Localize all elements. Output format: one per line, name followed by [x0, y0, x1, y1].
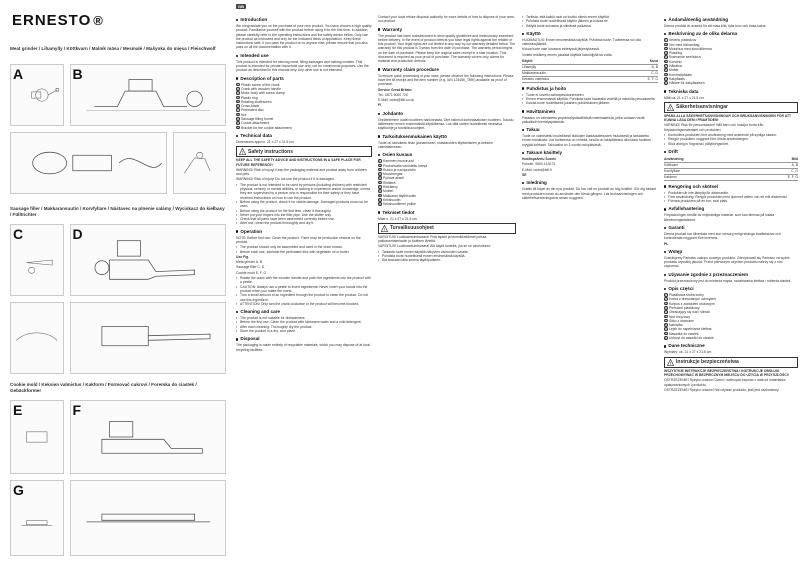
section-heading: Puhdistus ja hoito — [522, 86, 658, 92]
section-heading: Beskrivning av de olika delarna — [664, 31, 798, 37]
text-column-2 — [378, 14, 516, 562]
list-item: ▪ The product should only be assembled and used in the order shown. — [236, 245, 372, 249]
list-item: ▪ Puhdista tuote huolellisesti käytön jälkeen ja kuivaa se. — [522, 19, 658, 23]
use-fig-heading: Use Fig. — [236, 254, 250, 259]
list-item: ▪ Stick aldrig in fingrarna i påfyllningsröret. — [664, 142, 798, 146]
section-heading: Operation — [236, 229, 372, 235]
caption-meat-grinder: Meat grinder / Lihamylly / Köttkvarn / Malník mäsa / Mesmalé / Mašynka do mięsa / Fleischwolf — [10, 46, 216, 51]
paragraph: The product has been manufactured to strict quality guidelines and meticulously examined before delivery. In the event of product defects you have legal rights against the retailer of this product. Your legal rights are not limited in any way by our warranty detailed below. The warranty for this product is 3 years from the date of purchase. The warranty period begins on the date of purchase. Please keep the original sales receipt in a safe location. This document is required as your proof of purchase. The warranty covers only claims for material and production defects. — [378, 33, 516, 64]
paragraph: HUOMAUTUS: Ennen ensimmäistä käyttöä: Puhdista tuote. Tuotteessa voi olla valmistusjäämiä. — [522, 37, 641, 47]
table-cell: Köttkvarn — [664, 162, 752, 168]
figure-letter: A — [13, 66, 24, 82]
table-cell: E, F, G — [752, 174, 798, 180]
list-item: 5 Pyörivä akseli — [379, 176, 404, 181]
table-cell: Makkaransuutin — [522, 70, 620, 76]
svg-text:!: ! — [669, 105, 672, 111]
paragraph: Wymiary: ok. 21 x 27 x 21,5 cm — [664, 350, 712, 355]
list-item: 3 Runko ja ruuvipuristin — [379, 167, 416, 172]
list-item: 5 Rotating shaft/screw — [237, 99, 272, 104]
svg-text:!: ! — [669, 360, 672, 366]
usage-table-se — [664, 157, 798, 181]
parts-list — [236, 83, 372, 130]
figure-row-sausage-filler — [10, 224, 226, 296]
section-heading: Intended use — [236, 53, 372, 59]
list-item: 4 Pierścień plastikowy — [665, 305, 700, 310]
cookie-result-drawing — [11, 481, 63, 555]
list-item: 11 Hållare för kakpåsatsen — [665, 81, 705, 86]
sausage-filler-assembly-drawing — [71, 225, 226, 295]
language-badge-pl: PL — [664, 241, 669, 246]
registered-mark: ® — [93, 13, 104, 28]
section-heading: Disposal — [236, 336, 372, 342]
section-heading: Wstęp — [664, 249, 798, 255]
list-item: ▪ Kontrollera produkten före användning med avseende på synliga skador. — [664, 133, 798, 137]
paragraph: This product is intended for mincing meat, filling sausages and making cookies. This product is intended for private household use only, not for commercial purposes. Use the product as described in this manual only. Any other use is not intended. — [236, 59, 369, 73]
service-phone-fi: Puhelin: 0800 413073 — [522, 162, 555, 167]
paragraph: Gratulujemy Państwu zakupu nowego produktu. Zdecydowali się Państwo na wybór produktu wysokiej jakości. Przed pierwszym użyciem produktu należy się z nim zapoznać. — [664, 255, 790, 269]
paragraph: Voitele reikälevy ennen jokaista käyttöä kasviöljyllä tai voilla. — [522, 52, 613, 57]
figure-b — [70, 64, 227, 126]
paragraph: Denna produkt har tillverkats med stor omsorg enligt stränga kvalitetskrav och kontrollerats noggrant före leverans. — [664, 231, 781, 241]
list-item: 11 Uchwyt do nasadki do ciastek — [665, 336, 714, 341]
figure-letter: G — [13, 482, 24, 498]
service-label-fi: Huoltopalvelu Suomi — [522, 157, 556, 162]
safety-intro: KEEP ALL THE SAFETY ADVICE AND INSTRUCTIONS IN A SAFE PLACE FOR FUTURE REFERENCE! — [236, 158, 361, 167]
language-badge-fi: FI — [378, 103, 382, 108]
section-heading: Dane techniczne — [664, 343, 798, 349]
list-item: 9 Korvtrattpåsats — [665, 72, 692, 77]
list-item: 7 Hålskiva — [665, 64, 682, 69]
list-item: ▪ Tarkasta tuote ennen käyttöä näkyvien vaurioiden varalta. — [378, 250, 516, 254]
sausage-filler-parts-drawing — [11, 225, 63, 295]
text-column-1 — [236, 14, 372, 562]
section-heading: Description of parts — [236, 76, 372, 82]
table-cell: E, F, G — [620, 76, 658, 82]
list-item: ▪ The product is not intended to be used by persons (including children) with restricted physical, sensory or mental abilities, or lacking in experience and/or knowledge, unless they are supervised by a person who is responsible for their safety or they have received instructions on how to use the product. — [236, 183, 372, 200]
list-item: ▪ Tarkista, että kaikki osat on koottu oikein ennen käyttöä. — [522, 15, 658, 19]
table-header-cell: Kuva — [620, 59, 658, 64]
figure-panel — [6, 6, 228, 562]
warning-text: WARNING! Risk of injury! Do not use the product if it is damaged. — [236, 177, 335, 182]
list-item: ▪ After each cleaning: Thoroughly dry the product. — [236, 325, 372, 329]
list-item: ▪ Before using the product for the first time, clean it thoroughly. — [236, 209, 372, 213]
paragraph: Tuote on valmistettu huolellisesti tiukkojen laatuvaatimusten mukaisesti ja tarkastettu ennen toimitusta. Jos tuotteessa on virheitä, sinulla on lakisääteisiä oikeuksia tuotteen myyjää kohtaan. Takuuaika on 3 vuotta ostopäivästä. — [522, 134, 652, 147]
sausage-drawing — [11, 303, 63, 373]
section-heading: Takuu — [522, 127, 658, 133]
cookie-assembly-drawing — [71, 401, 226, 473]
table-row — [522, 76, 658, 82]
section-heading: Johdanto — [378, 111, 516, 117]
list-item: 5 Obracający się wał / ślimak — [665, 310, 710, 315]
text-column-4 — [664, 14, 798, 562]
list-item: 6 Ristiterä — [379, 180, 396, 185]
list-item: ▪ Ennen ensimmäistä käyttöä: Puhdista tuote haalealla vedellä ja miedolla pesuaineella. — [522, 97, 658, 101]
section-heading: Ändamålsenlig användning — [664, 17, 798, 23]
section-heading: Inledning — [522, 180, 658, 186]
svg-text:!: ! — [383, 226, 386, 232]
list-item: ▪ Before each use, lubricate the perforated disc with vegetable oil or butter. — [236, 250, 372, 254]
list-item: 3 Motorhus med skruvklämma — [665, 46, 712, 51]
list-item: ▪ Älä koskaan laita sormia täyttöputkeen. — [378, 258, 516, 262]
caption-sausage-filler: Sausage filler / Makkaransuutin / Korvfyllare / Nástavec na plnenie salámy / Wyciskacz do kiełbasy / Fülltrichter — [10, 206, 225, 217]
section-heading: Avfallshantering — [664, 206, 798, 212]
warning-text: VARNING! Risk för personskador! Håll barn och husdjur borta från förpackningsmaterialet och produkten. — [664, 123, 764, 132]
cookie-strip-drawing — [71, 481, 226, 555]
list-item: 10 Keksisuutin — [379, 197, 401, 202]
figure-e — [10, 400, 64, 474]
list-item: 6 Cross-blade — [237, 104, 260, 109]
brand-name: ERNESTO — [12, 12, 92, 29]
list-item: 7 Sitko z otworami — [665, 318, 694, 323]
safety-list-fi-cont — [522, 15, 658, 28]
language-badge-gb: GB — [238, 4, 244, 9]
list-item: ▪ Före användning: Rengör produkten med ljummet vatten och ett milt diskmedel. — [664, 195, 798, 199]
paragraph: Contact your local refuse disposal authority for more details of how to dispose of your worn-out product. — [378, 15, 516, 24]
parts-list-se — [664, 38, 798, 85]
paragraph: Dimensions approx. 21 x 27 x 21.5 cm — [236, 139, 294, 144]
list-item: ▪ Store the product in a dry, cool place. — [236, 329, 372, 333]
section-heading: Tarkoituksenmukainen käyttö — [378, 134, 516, 140]
meat-grinder-parts-drawing — [11, 65, 63, 125]
list-item: ▪ Never put your fingers into the filler pipe. Use the stuffer only. — [236, 213, 372, 217]
section-heading: Tekniska data — [664, 89, 798, 95]
warning-triangle-icon — [667, 359, 674, 366]
paragraph: Denna produkt är avsedd för att mala kött, fylla korv och baka kakor. — [664, 24, 767, 28]
figure-row-meat-grinder-2 — [10, 132, 226, 194]
list-item: 7 Reikälevy — [379, 185, 398, 190]
clean-list-fi — [522, 93, 658, 106]
list-item: 4 Plastic ring — [237, 95, 258, 100]
figure-d — [70, 224, 227, 296]
list-item: ▪ Säilytä tuote kuivassa ja viileässä paikassa. — [522, 24, 658, 28]
list-item: 3 Korpus z zaciskiem śrubowym — [665, 301, 715, 306]
list-item: 2 Vev med trähandtag — [665, 42, 700, 47]
table-cell: Korvfyllare — [664, 168, 752, 174]
list-item: ▪ ATTENTION! Only turn the crank clockwise or the product will become blocked. — [236, 302, 372, 306]
figure-g-detail — [70, 480, 227, 556]
text-column-3 — [522, 14, 658, 562]
figure-letter: B — [72, 66, 83, 82]
safety-header-se: ! Säkerhetsanvisningar — [664, 102, 798, 113]
table-cell: C, D — [620, 70, 658, 76]
list-item: ▪ Turn a small amount of an ingredient through the product to clean the product. Do not use this ingredient. — [236, 293, 372, 302]
table-cell: A, B — [620, 64, 658, 70]
figure-row-cookie-mold — [10, 400, 226, 474]
section-heading: Drift — [664, 149, 798, 155]
hand-crank-drawing — [174, 133, 226, 193]
section-heading: Warranty — [378, 27, 516, 33]
service-email-fi: E-Mail: owim@lidl.fi — [522, 167, 552, 172]
use-meat-grinder: Meat grinder A, B — [236, 260, 263, 265]
parts-list-fi — [378, 159, 516, 206]
clean-list — [236, 316, 372, 333]
paragraph: Förpackningen består av miljövänliga material, som kan lämnas på lokala återvinningsstationer. — [664, 213, 775, 222]
paragraph: NOTE: Before first use: Clean the product. There may be production residue on the product. — [236, 235, 361, 244]
list-item: ▪ CAUTION: Always use a pestle to insert ingredients! Never insert your hands into the product when you rotate the crank. — [236, 285, 372, 294]
warning-triangle-icon — [381, 225, 388, 232]
svg-text:!: ! — [241, 150, 244, 156]
table-cell: Lihamylly — [522, 64, 620, 70]
list-item: ▪ Check that all parts have been assembled correctly before use. — [236, 217, 372, 221]
paragraph: Pakkaus on valmistettu ympäristöystävällisistä materiaaleista, jotka voidaan viedä paikallisiin kierrätyspisteisiin. — [522, 115, 645, 124]
warning-triangle-icon — [667, 104, 674, 111]
list-item: ▪ Puhdista tuote huolellisesti ennen ensimmäistä käyttöä. — [378, 254, 516, 258]
list-item: 3 Motor body with screw clamp — [237, 91, 285, 96]
list-item: 8 Mutteri — [379, 189, 394, 194]
list-item: 10 Kakpåsats — [665, 76, 685, 81]
list-item: 1 Plastic screw of the crank — [237, 82, 280, 87]
figure-b-detail — [10, 132, 167, 194]
usage-table-fi — [522, 59, 658, 83]
list-item: 8 Mutter — [665, 68, 679, 73]
figure-row-sausage-filler-2 — [10, 302, 226, 374]
warning-text: VAROITUS! Loukkaantumisvaara! Älä käytä tuotetta, jos se on vaurioitunut. — [378, 244, 492, 249]
figure-letter: D — [72, 226, 83, 242]
list-item: ▪ Förvara produkten på en torr, sval plats. — [664, 199, 798, 203]
list-item: 9 Lejek do napełniania kiełbas — [665, 327, 712, 332]
caption-cookie-mold: Cookie mold / Keksien valmistus / Kakform / Formovač cukroví / Foremka do ciastek / Gebäckformer — [10, 382, 197, 393]
list-item: 1 Vevens plastskruv — [665, 38, 697, 43]
list-item: 10 Nasadka do ciastek — [665, 331, 699, 336]
list-item: 11 Keksisuuttimen pidike — [379, 202, 416, 207]
list-item: 6 Nóż krzyżowy — [665, 314, 690, 319]
list-item: ▪ Before using the product, check it for visible damage. Damaged products must not be used. — [236, 200, 372, 209]
list-item: 4 Muovirengas — [379, 172, 403, 177]
paragraph: Kokoa tuote vain kuvassa esitetyssä järjestyksessä. — [522, 47, 600, 52]
list-item: ▪ Rengör produkten noggrant före första användningen. — [664, 137, 798, 141]
paragraph: Tuote on tarkoitettu lihan jauhamiseen, makkaroiden täyttämiseen ja keksien valmistamiseen. — [378, 140, 493, 149]
table-cell: C, D — [752, 168, 798, 174]
meat-grinder-assembly-drawing — [71, 65, 226, 125]
list-item: ▪ Kuivaa tuote huolellisesti jokaisen puhdistuksen jälkeen. — [522, 101, 658, 105]
table-header-cell: Bild — [752, 157, 798, 162]
list-item: 4 Plastring — [665, 51, 683, 56]
figure-letter: E — [13, 402, 23, 418]
list-item: 2 Puukahvalla varustettu kampi — [379, 163, 428, 168]
warning-text: WARNING! Risk of injury! Keep the packaging material and product away from children and pets. — [236, 167, 367, 177]
figure-a — [10, 64, 64, 126]
list-item: 7 Perforated disc — [237, 108, 264, 113]
safety-intro-se: SPARA ALLA SÄKERHETSANVISNINGAR OCH BRUKSANVISNINGEN FÖR ATT KUNNA LÄSA DEM I FRAMTIDEN! — [664, 113, 792, 123]
meat-grinder-detail-drawing — [11, 133, 166, 193]
list-item: 2 Crank with wooden handle — [237, 86, 281, 91]
warning-text: OSTRZEŻENIE! Ryzyko urazów! Dzieci i zwierzęta trzymać z dala od materiałów opakowaniowych i produktu. — [664, 378, 786, 387]
list-item: 2 Korba z drewnianym uchwytem — [665, 297, 717, 302]
table-cell: Keksien valmistus — [522, 76, 620, 82]
figure-letter: C — [13, 226, 24, 242]
paragraph: Onnittelemme uuden tuotteen hankinnasta. Olet valinnut korkealaatuisen tuotteen. Tutustu laitteeseen ennen ensimmäistä käyttökertaa. Lue tätä varten huolellisesti seuraava käyttöohje ja turvallisuusohjeet. — [378, 117, 514, 131]
figure-d-filling — [70, 302, 227, 374]
sausage-filling-drawing — [71, 303, 226, 373]
paragraph: Grattis till köpet av din nya produkt. Du har valt en produkt av hög kvalitet. Gör dig bekant med produkten innan du använder den första gången. Läs bruksanvisningen och säkerhetsanvisningarna nedan noggrant. — [522, 187, 657, 200]
list-item: 1 Kammen muoviruuvi — [379, 159, 414, 164]
figure-g — [10, 480, 64, 556]
operation-list — [236, 245, 372, 254]
warning-text: VAROITUS! Loukkaantumisvaara! Pidä lapset ja lemmikkieläimet poissa pakkausmateriaalin ja tuotteen läheltä. — [378, 234, 487, 244]
paragraph: The packaging is made entirely of recyclable materials, which you may dispose of at local recycling facilities. — [236, 343, 370, 352]
section-heading: Osien kuvaus — [378, 152, 516, 158]
parts-list-pl — [664, 293, 798, 340]
paragraph: To ensure quick processing of your case, please observe the following instructions: Please have the till receipt and the item number (e.g. IAN 123456_7890) available as proof of purchase. — [378, 73, 514, 87]
list-item: 8 Nakrętka — [665, 323, 683, 328]
safety-header-pl: ! Instrukcje bezpieczeństwa — [664, 357, 798, 368]
figure-row-cookie-mold-2 — [10, 480, 226, 556]
section-heading: Takuun käsittely — [522, 150, 658, 156]
section-heading: Cleaning and care — [236, 309, 372, 315]
list-item: 11 Bracket for the cookie attachment — [237, 125, 292, 130]
list-item: ▪ Produkten är inte lämplig för diskmaskin. — [664, 191, 798, 195]
section-heading: Używanie zgodnie z przeznaczeniem — [664, 272, 798, 278]
list-item: 5 Roterande axel/skruv — [665, 55, 702, 60]
list-item: 10 Cookie attachment — [237, 121, 270, 126]
figure-f — [70, 400, 227, 474]
clean-list-se — [664, 191, 798, 204]
use-sausage-filler: Sausage filler C, D — [236, 265, 265, 270]
list-item: ▪ The product is not suitable for dishwashers. — [236, 316, 372, 320]
figure-b-hand — [173, 132, 227, 194]
table-row — [664, 174, 798, 180]
safety-list-se — [664, 133, 798, 146]
warning-triangle-icon — [239, 148, 246, 155]
safety-list — [236, 183, 372, 226]
service-email: E-Mail: owim@lidl.co.uk — [378, 98, 415, 103]
list-item: ▪ Rotate the crank with the wooden handle and push the ingredients into the product with a pestle. — [236, 276, 372, 285]
paragraph: Produkt przeznaczony jest do mielenia mięsa, nadziewania kiełbas i robienia ciastek. — [664, 278, 792, 283]
paragraph: We congratulate you on the purchase of your new product. You have chosen a high quality product. Familiarise yourself with the product before using it for the first time. In addition, please carefully refer to the operating instructions and the safety advice below. Only use the product as instructed and only for the indicated fields of application. Keep these instructions safe. If you pass the product on to anyone else, please ensure that you also pass on all the documentation with it. — [236, 24, 372, 50]
section-heading: Garanti — [664, 225, 798, 231]
section-heading: Warranty claim procedure — [378, 67, 516, 73]
grind-list — [236, 276, 372, 306]
table-cell: A, B — [752, 162, 798, 168]
list-item: 1 Plastikowa śruba korby — [665, 293, 704, 298]
list-item: ▪ Before the first use: Clean the product with lukewarm water and a mild detergent. — [236, 320, 372, 324]
section-heading: Rengöring och skötsel — [664, 184, 798, 190]
section-heading: Käyttö — [522, 31, 658, 37]
table-header-cell: Käyttö — [522, 59, 620, 64]
list-item: 8 Nut — [237, 112, 247, 117]
figure-letter: F — [72, 402, 82, 418]
section-heading: Technical data — [236, 133, 372, 139]
table-cell: Kakform — [664, 174, 752, 180]
list-item: 9 Makkaran täyttösuutin — [379, 193, 417, 198]
list-item: ▪ Tuote ei sovellu astianpesukoneeseen. — [522, 93, 658, 97]
section-heading: Opis części — [664, 286, 798, 292]
use-cookie-mold: Cookie mold E, F, G — [236, 270, 267, 275]
paragraph: Mått ca. 21 x 27 x 21,5 cm — [664, 95, 704, 100]
language-badge-se: SE — [522, 172, 527, 177]
service-phone: Tel.: 0871 5000 720 — [378, 92, 408, 97]
section-heading: Hävittäminen — [522, 109, 658, 115]
list-item: ▪ After use, clean the product thoroughly and dry it. — [236, 221, 372, 225]
safety-list-fi — [378, 250, 516, 263]
brand-logo — [12, 12, 104, 29]
safety-header-fi: ! Turvallisuusohjeet — [378, 223, 516, 234]
warning-text: OSTRZEŻENIE! Ryzyko urazów! Nie używać produktu, jeśli jest uszkodzony. — [664, 387, 780, 392]
section-heading: Introduction — [236, 17, 372, 23]
figure-row-meat-grinder — [10, 64, 226, 126]
table-header-cell: Användning — [664, 157, 752, 162]
paragraph: Mitat n. 21 x 27 x 21,5 cm — [378, 216, 417, 221]
figure-c — [10, 224, 64, 296]
figure-d-detail — [10, 302, 64, 374]
safety-header: ! Safety instructions — [236, 146, 372, 157]
list-item: 9 Sausage filling funnel — [237, 117, 274, 122]
safety-intro-pl: WSZYSTKIE INSTRUKCJE BEZPIECZEŃSTWA I INSTRUKCJE OBSŁUGI PRZECHOWYWAĆ W BEZPIECZNYM MIEJSCU DO UŻYCIA W PRZYSZŁOŚCI! — [664, 368, 789, 377]
service-label: Service Great Britain — [378, 87, 412, 92]
cookie-parts-drawing — [11, 401, 63, 473]
list-item: 6 Korskniv — [665, 59, 683, 64]
section-heading: Tekniset tiedot — [378, 210, 516, 216]
